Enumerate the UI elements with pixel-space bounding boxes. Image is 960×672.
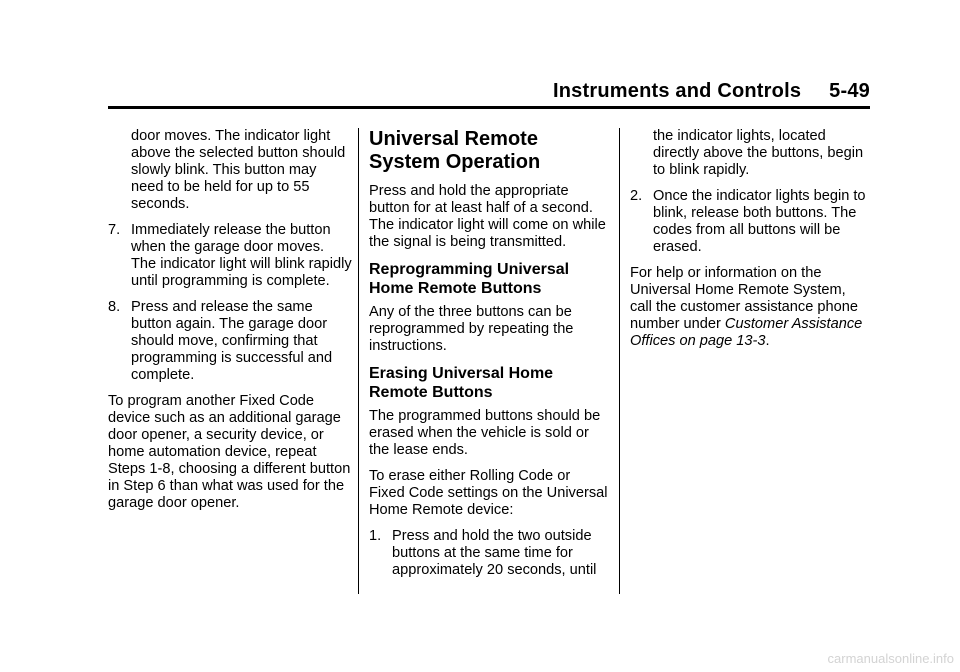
step-text: Immediately release the button when the garage door moves. The indicator light will blink rapidly until programming is complete.: [131, 222, 352, 289]
list-item: [108, 222, 352, 290]
step-number: 1.: [369, 528, 382, 544]
paragraph: To erase either Rolling Code or Fixed Code settings on the Universal Home Remote device:: [369, 468, 608, 518]
header-rule: [108, 106, 870, 109]
step-text: Press and hold the two outside buttons at the same time for approximately 20 seconds, until: [392, 528, 597, 578]
step-text: Once the indicator lights begin to blink, release both buttons. The codes from all buttons will be erased.: [653, 188, 866, 255]
paragraph-end: .: [765, 333, 770, 349]
paragraph: Any of the three buttons can be reprogrammed by repeating the instructions.: [369, 304, 574, 354]
subsection-heading: Erasing Universal Home Remote Buttons: [369, 365, 554, 401]
step-continuation: the indicator lights, located directly above the buttons, begin to blink rapidly.: [653, 128, 864, 178]
paragraph-text: For help or information on the Universal Home Remote System, call the customer assistance phone number under: [630, 265, 858, 332]
page-number: 5-49: [829, 80, 870, 102]
list-item: [108, 299, 352, 384]
paragraph: Press and hold the appropriate button for at least half of a second. The indicator light will come on while the signal is being transmitted.: [369, 183, 606, 250]
cross-reference-link[interactable]: Customer Assistance Offices on page 13-3: [630, 316, 863, 349]
step-text: Press and release the same button again. The garage door should move, confirming that programming is successful and complete.: [131, 299, 333, 383]
paragraph: [630, 265, 870, 350]
column-divider-1: [358, 128, 359, 594]
watermark: carmanualsonline.info: [827, 651, 954, 666]
subsection-heading: Reprogramming Universal Home Remote Buttons: [369, 261, 570, 297]
step-number: 7.: [108, 222, 121, 238]
column-3: [630, 128, 870, 350]
column-2: [369, 128, 609, 579]
page-header: [553, 80, 870, 103]
column-divider-2: [619, 128, 620, 594]
step-continuation: door moves. The indicator light above the selected button should slowly blink. This button may need to be held for up to 55 seconds.: [131, 128, 346, 212]
column-1: [108, 128, 352, 512]
list-item: [369, 528, 609, 579]
section-title: Instruments and Controls: [553, 80, 802, 102]
section-heading: Universal Remote System Operation: [369, 128, 541, 173]
step-number: 8.: [108, 299, 121, 315]
step-number: 2.: [630, 188, 643, 204]
paragraph: To program another Fixed Code device such as an additional garage door opener, a security device, or home automation device, repeat Steps 1-8, choosing a different button in Step 6 than what was used for the garage door opener.: [108, 393, 351, 511]
paragraph: The programmed buttons should be erased when the vehicle is sold or the lease ends.: [369, 408, 601, 458]
list-item: [630, 188, 870, 256]
